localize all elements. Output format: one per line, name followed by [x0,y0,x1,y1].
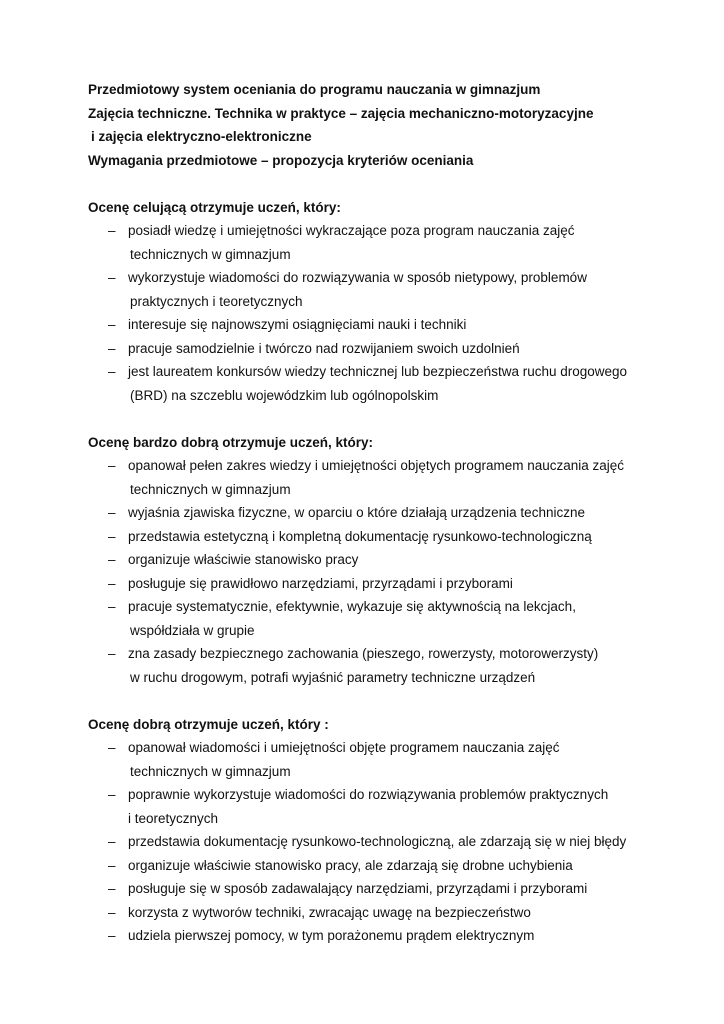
list-item [88,266,688,313]
dash-bullet: – [108,881,116,896]
dash-bullet: – [108,787,116,802]
item-text-continued: praktycznych i teoretycznych [130,293,303,309]
dash-bullet: – [108,575,116,591]
item-text: posługuje się w sposób zadawalający narzędziami, przyrządami i przyborami [128,881,588,896]
title-line: Przedmiotowy system oceniania do programu nauczania w gimnazjum [88,82,541,97]
list-item [88,877,688,901]
list-item [88,595,688,642]
item-text: jest laureatem konkursów wiedzy technicznej lub bezpieczeństwa ruchu drogowego [128,364,628,379]
item-text-continued: w ruchu drogowym, potrafi wyjaśnić parametry techniczne urządzeń [130,669,536,685]
dash-bullet: – [108,223,116,238]
dash-bullet: – [108,364,116,379]
item-text: posługuje się prawidłowo narzędziami, przyrządami i przyborami [128,575,513,591]
dash-bullet: – [108,904,116,920]
item-text: organizuje właściwie stanowisko pracy, ale zdarzają się drobne uchybienia [128,857,573,873]
dash-bullet: – [108,740,116,755]
item-text: interesuje się najnowszymi osiągnięciami nauki i techniki [128,317,467,332]
dash-bullet: – [108,317,116,332]
list-item [88,830,688,854]
list-item [88,901,688,925]
list-item [88,337,688,361]
list-item [88,454,688,501]
list-item [88,854,688,878]
dash-bullet: – [108,270,116,285]
document-title [88,78,688,172]
title-line: i zajęcia elektryczno-elektroniczne [91,129,312,144]
item-text: opanował wiadomości i umiejętności objęte programem nauczania zajęć [128,740,560,755]
section-heading: Ocenę bardzo dobrą otrzymuje uczeń, który: [88,434,374,450]
dash-bullet: – [108,599,116,614]
section-grade-excellent [88,196,688,408]
item-text-continued: technicznych w gimnazjum [130,246,291,262]
list-item [88,783,688,830]
dash-bullet: – [108,834,116,849]
section-grade-very-good [88,431,688,690]
item-text: poprawnie wykorzystuje wiadomości do rozwiązywania problemów praktycznych [128,787,609,802]
list-item [88,313,688,337]
criteria-list [88,454,688,689]
title-line: Wymagania przedmiotowe – propozycja kryteriów oceniania [88,152,474,168]
item-text-continued: technicznych w gimnazjum [130,481,291,497]
section-heading: Ocenę dobrą otrzymuje uczeń, który : [88,716,329,732]
item-text-continued: i teoretycznych [128,810,219,826]
list-item [88,501,688,525]
dash-bullet: – [108,340,116,356]
item-text: pracuje samodzielnie i twórczo nad rozwijaniem swoich uzdolnień [128,340,520,356]
item-text: opanował pełen zakres wiedzy i umiejętności objętych programem nauczania zajęć [128,458,625,473]
dash-bullet: – [108,552,116,567]
title-line: Zajęcia techniczne. Technika w praktyce – zajęcia mechaniczno-motoryzacyjne [88,105,594,121]
section-heading: Ocenę celującą otrzymuje uczeń, który: [88,199,341,215]
list-item [88,572,688,596]
dash-bullet: – [108,458,116,473]
dash-bullet: – [108,528,116,544]
section-grade-good [88,713,688,948]
list-item [88,219,688,266]
list-item [88,736,688,783]
item-text: pracuje systematycznie, efektywnie, wykazuje się aktywnością na lekcjach, [128,599,576,614]
criteria-list [88,736,688,948]
item-text: przedstawia estetyczną i kompletną dokumentację rysunkowo-technologiczną [128,528,592,544]
item-text: organizuje właściwie stanowisko pracy [128,552,359,567]
list-item [88,548,688,572]
list-item [88,642,688,689]
item-text-continued: współdziała w grupie [130,622,255,638]
dash-bullet: – [108,928,116,943]
dash-bullet: – [108,857,116,873]
item-text-continued: technicznych w gimnazjum [130,763,291,779]
dash-bullet: – [108,646,116,661]
dash-bullet: – [108,505,116,520]
list-item [88,360,688,407]
item-text: korzysta z wytworów techniki, zwracając uwagę na bezpieczeństwo [128,904,531,920]
item-text: przedstawia dokumentację rysunkowo-technologiczną, ale zdarzają się w niej błędy [128,834,627,849]
item-text: udziela pierwszej pomocy, w tym porażonemu prądem elektrycznym [128,928,535,943]
item-text: wyjaśnia zjawiska fizyczne, w oparciu o które działają urządzenia techniczne [128,505,585,520]
item-text: posiadł wiedzę i umiejętności wykraczające poza program nauczania zajęć [128,223,575,238]
document-page [88,78,688,948]
criteria-list [88,219,688,407]
item-text: wykorzystuje wiadomości do rozwiązywania w sposób nietypowy, problemów [128,270,587,285]
item-text-continued: (BRD) na szczeblu wojewódzkim lub ogólnopolskim [130,387,439,403]
item-text: zna zasady bezpiecznego zachowania (pieszego, rowerzysty, motorowerzysty) [128,646,599,661]
list-item [88,525,688,549]
list-item [88,924,688,948]
